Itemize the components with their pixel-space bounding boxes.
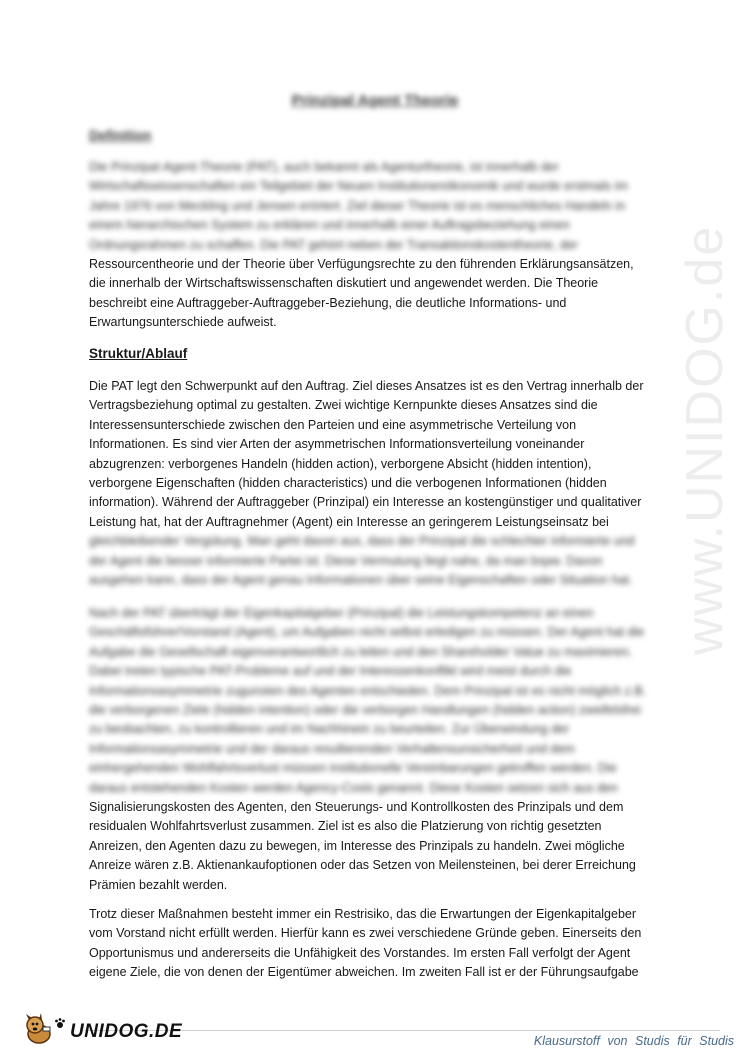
section-heading-definition: Definition: [89, 128, 152, 143]
text-line: Nach der PAT überträgt der Eigenkapitalgeber (Prinzipal) die Leistungskompetenz an einen: [89, 606, 594, 620]
text-line: verborgene Eigenschaften (hidden characteristics) und die verbogenen Informationen (hidden: [89, 476, 607, 491]
section-heading-struktur: Struktur/Ablauf: [89, 346, 188, 361]
blurred-text-block: [89, 532, 664, 590]
text-line: Opportunismus und andererseits die Unfähigkeit des Vorstandes. Im ersten Fall verfolgt der Agent: [89, 945, 631, 960]
blurred-text-block: [89, 158, 664, 255]
text-line: beschreibt eine Auftraggeber-Auftraggeber-Beziehung, die deutliche Informations- und: [89, 295, 567, 310]
blurred-text-block: [89, 604, 664, 798]
text-line: zu beobachten, zu kontrollieren und im Nachhinein zu beurteilen. Zur Überwindung der: [89, 722, 570, 737]
text-line: Die PAT legt den Schwerpunkt auf den Auftrag. Ziel dieses Ansatzes ist es den Vertrag innerhalb der: [89, 379, 644, 393]
paragraph-definition: [89, 158, 664, 333]
unidog-logo[interactable]: [22, 1012, 182, 1051]
footer-slogan: Klausurstoff von Studis für Studis: [533, 1034, 734, 1048]
text-line: Erwartungsunterschiede aufweist.: [89, 315, 277, 330]
text-line: Wirtschaftswissenschaften ein Teilgebiet der Neuen Institutionenökonomik und wurde erstmals im: [89, 179, 628, 194]
text-line: Informationen. Es sind vier Arten der asymmetrischen Informationsverteilung voneinander: [89, 437, 585, 452]
page-title: Prinzipal Agent Theorie: [291, 92, 459, 109]
text-line: Geschäftsführer/Vorstand (Agent), um Aufgaben nicht selbst erledigen zu müssen. Der Agent hat die: [89, 625, 645, 640]
dog-icon: [22, 1012, 56, 1051]
text-line: daraus entstehenden Kosten werden Agency-Costs genannt. Diese Kosten setzen sich aus den: [89, 780, 618, 795]
text-line: gleichbleibender Vergütung. Man geht davon aus, dass der Prinzipal die schlechter informierte und: [89, 534, 635, 549]
text-line: der Agent die besser informierte Partei ist. Diese Vermutung liegt nahe, da man bspw. Davon: [89, 553, 603, 568]
text-line: Aufgabe die Gesellschaft eigenverantwortlich zu leiten und den Shareholder Value zu maximieren.: [89, 644, 633, 659]
text-line: eigene Ziele, die von denen der Eigentümer abweichen. Im zweiten Fall ist er der Führungsaufgabe: [89, 965, 639, 980]
text-line: Prämien bezahlt werden.: [89, 877, 228, 892]
text-line: Trotz dieser Maßnahmen besteht immer ein Restrisiko, das die Erwartungen der Eigenkapitalgeber: [89, 907, 637, 921]
text-line: information). Während der Auftraggeber (Prinzipal) ein Interesse an kostengünstiger und qualitativer: [89, 495, 642, 510]
paragraph-restrisiko: [89, 905, 664, 983]
text-line: Interessensunterschiede zwischen den Parteien und eine asymmetrische Verteilung von: [89, 417, 577, 432]
text-line: die innerhalb der Wirtschaftswissenschaften diskutiert und angewendet werden. Die Theorie: [89, 276, 599, 291]
paw-icon: [54, 1016, 66, 1034]
watermark: www.UNIDOG.de: [676, 224, 734, 656]
text-line: die verborgenen Ziele (hidden intention) oder die verborgen Handlungen (hidden action) zweifelsfrei: [89, 703, 641, 718]
logo-text: UNIDOG.DE: [70, 1020, 183, 1042]
text-line: residualen Wohlfahrtsverlust zusammen. Ziel ist es also die Platzierung von richtig gesetzten: [89, 819, 602, 834]
text-line: einem hierarchischen System zu erklären und innerhalb einer Auftragsbeziehung einen: [89, 218, 570, 233]
text-line: vom Vorstand nicht erfüllt werden. Hierfür kann es zwei verschiedene Gründe geben. Einerseits den: [89, 926, 642, 941]
text-line: abzugrenzen: verborgenes Handeln (hidden action), verborgene Absicht (hidden intention),: [89, 456, 592, 471]
text-line: Dabei treten typische PAT-Probleme auf und der Interessenkonflikt wird meist durch die: [89, 664, 572, 679]
text-line: ausgehen kann, dass der Agent genau Informationen über seine Eigenschaften oder Situation hat.: [89, 573, 633, 588]
text-line: einhergehenden Wohlfahrtsverlust müssen institutionelle Vereinbarungen getroffen werden. Die: [89, 761, 617, 776]
text-line: Informationsasymmetrie und der daraus resultierenden Verhaltensunsicherheit und dem: [89, 741, 575, 756]
text-line: Vertragsbeziehung optimal zu gestalten. Zwei wichtige Kernpunkte dieses Ansatzes sind die: [89, 398, 598, 413]
paragraph-agency: [89, 604, 664, 895]
text-line: Signalisierungskosten des Agenten, den Steuerungs- und Kontrollkosten des Prinzipals und dem: [89, 800, 624, 815]
text-line: Anreize wären z.B. Aktienankaufoptionen oder das Setzen von Meilensteinen, bei derer Erreichung: [89, 858, 636, 873]
text-line: Ressourcentheorie und der Theorie über Verfügungsrechte zu den führenden Erklärungsansätzen,: [89, 257, 634, 272]
text-line: Ordnungsrahmen zu schaffen. Die PAT gehört neben der Transaktionskostentheorie, der: [89, 237, 578, 252]
text-line: Anreizen, den Agenten dazu zu bewegen, im Interesse des Prinzipals zu handeln. Zwei mögliche: [89, 838, 625, 853]
text-line: Leistung hat, hat der Auftragnehmer (Agent) ein Interesse an geringerem Leistungseinsatz bei: [89, 514, 609, 529]
text-line: Jahre 1976 von Meckling und Jensen erörtert. Ziel dieser Theorie ist es menschliches Handeln in: [89, 198, 626, 213]
text-line: Informationsasymmetrie zugunsten des Agenten entschieden. Dem Prinzipal ist es nicht möglich z.B.: [89, 683, 647, 698]
text-line: Die Prinzipal-Agent-Theorie (PAT), auch bekannt als Agenturtheorie, ist innerhalb der: [89, 160, 559, 174]
paragraph-struktur: [89, 377, 664, 590]
